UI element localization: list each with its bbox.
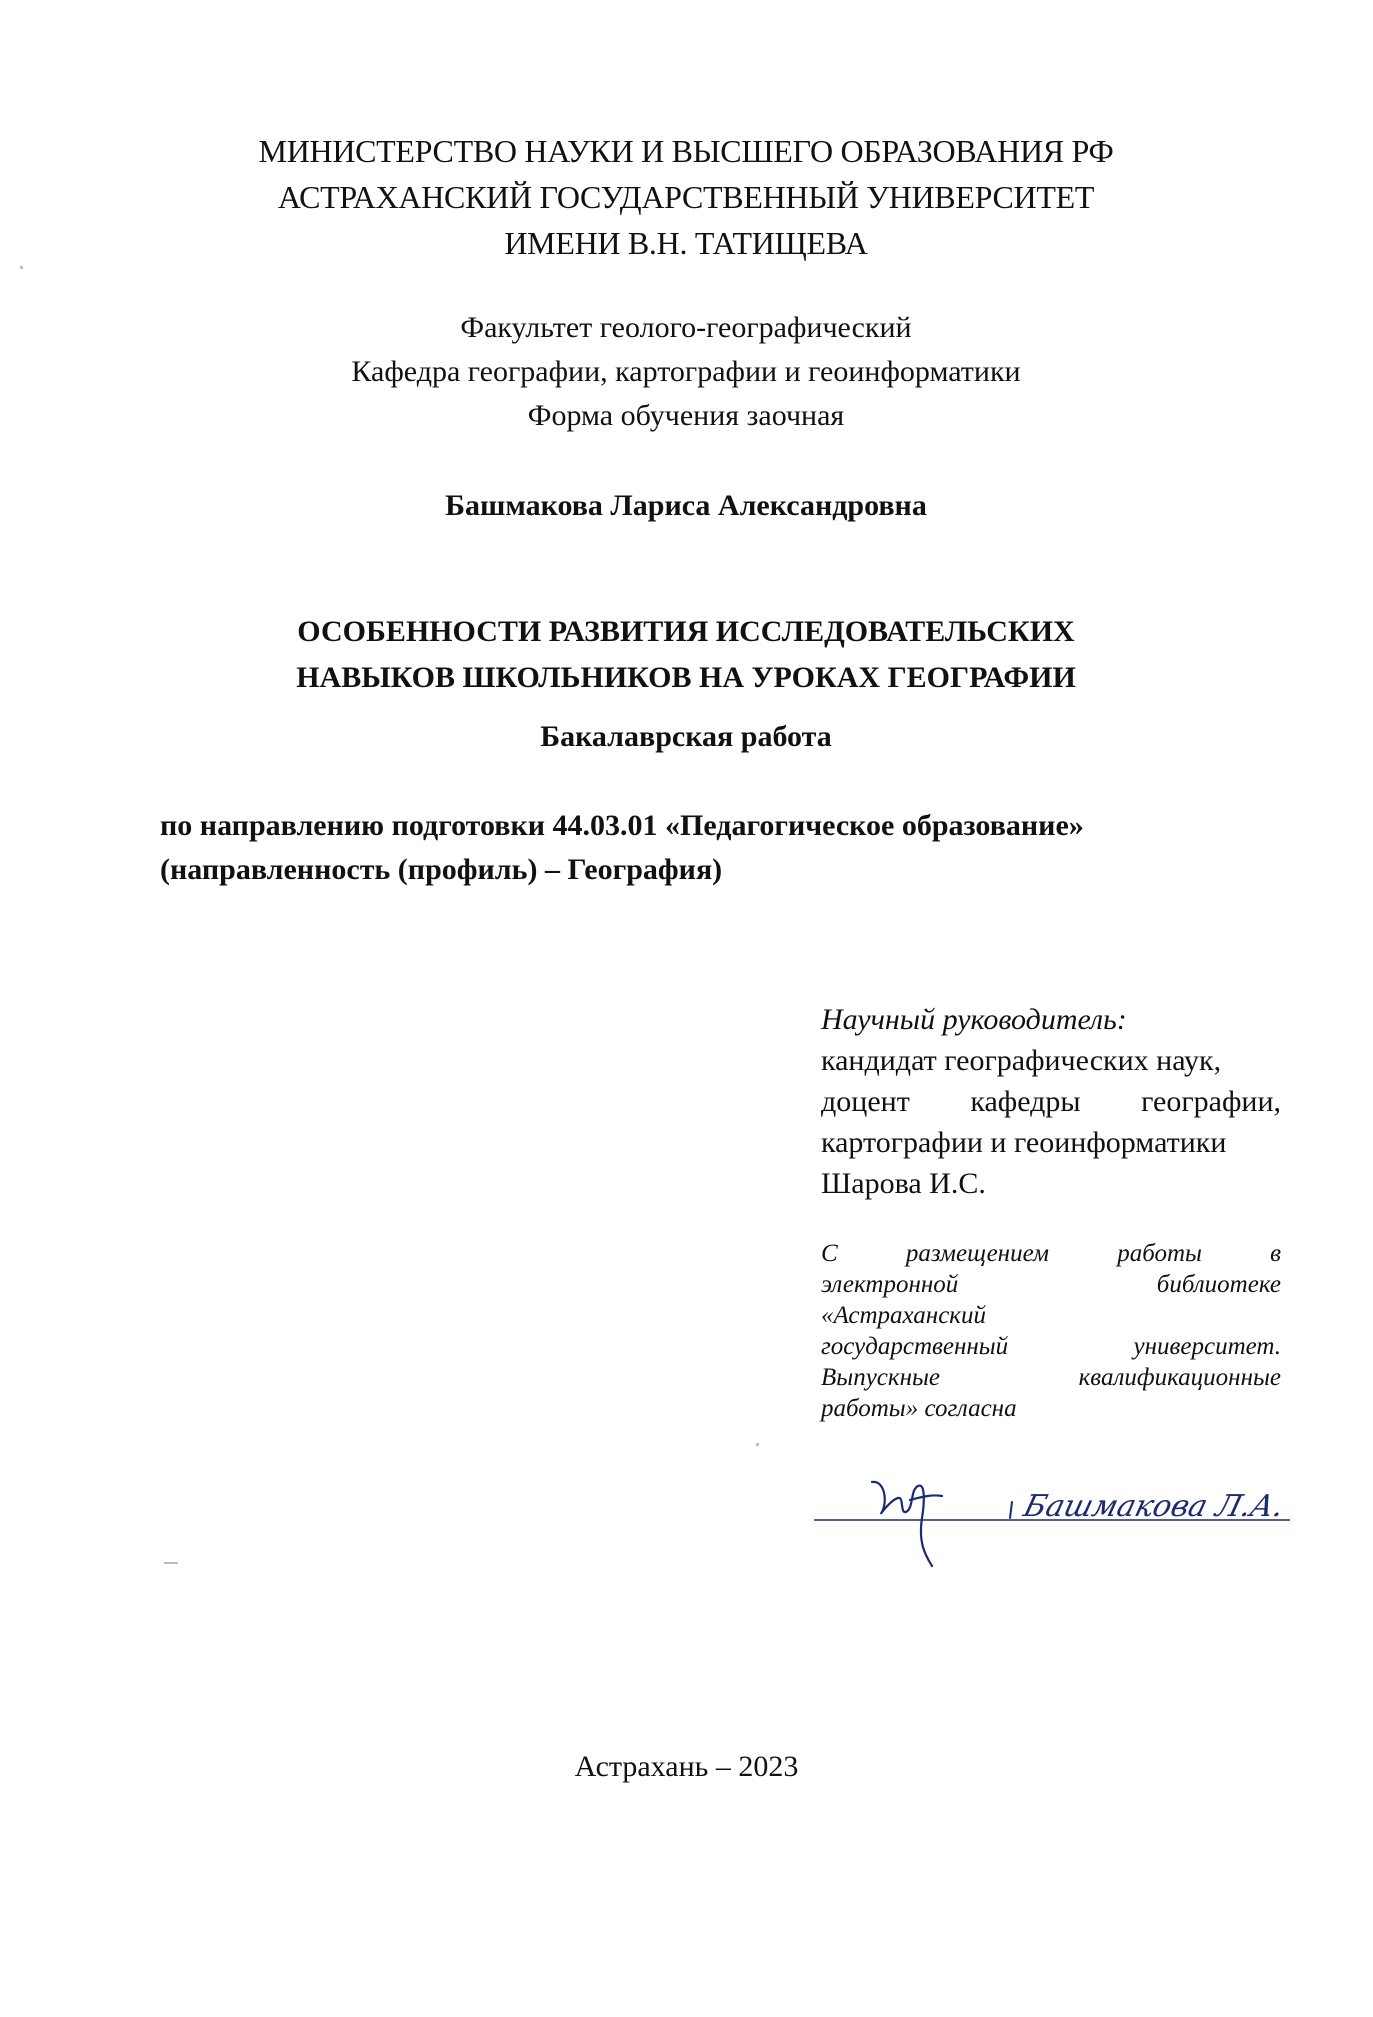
library-consent	[821, 1238, 1281, 1424]
consent-line: работы» согласна	[821, 1395, 1017, 1422]
department-line: Кафедра географии, картографии и геоинформатики	[351, 355, 1021, 388]
supervisor-name: Шарова И.С.	[821, 1167, 986, 1200]
direction-line: по направлению подготовки 44.03.01 «Педагогическое образование»	[160, 809, 1084, 842]
work-type: Бакалаврская работа	[540, 720, 832, 753]
supervisor-degree: кандидат географических наук,	[821, 1044, 1222, 1077]
author-name: Башмакова Лариса Александровна	[445, 489, 927, 522]
consent-line: электронной библиотеке	[821, 1271, 1281, 1298]
consent-line: государственный университет.	[821, 1333, 1281, 1360]
thesis-title	[186, 609, 1186, 701]
supervisor-heading: Научный руководитель:	[821, 1003, 1127, 1036]
city-year: Астрахань – 2023	[574, 1750, 799, 1783]
scan-speck	[756, 1443, 759, 1446]
supervisor-department: картографии и геоинформатики	[821, 1126, 1227, 1159]
supervisor-block	[821, 999, 1281, 1204]
faculty-line: Факультет геолого-географический	[460, 311, 912, 344]
university-name-line: ИМЕНИ В.Н. ТАТИЩЕВА	[504, 225, 868, 261]
scan-speck	[164, 1562, 178, 1564]
faculty-block	[186, 306, 1186, 438]
profile-line: (направленность (профиль) – География)	[160, 853, 723, 886]
ministry-header	[186, 128, 1186, 266]
university-line: АСТРАХАНСКИЙ ГОСУДАРСТВЕННЫЙ УНИВЕРСИТЕТ	[277, 179, 1095, 215]
consent-line: Выпускные квалификационные	[821, 1364, 1281, 1391]
study-form-line: Форма обучения заочная	[527, 399, 845, 432]
consent-line: С размещением работы в	[821, 1240, 1281, 1267]
handwritten-signature	[814, 1460, 1290, 1570]
title-line: НАВЫКОВ ШКОЛЬНИКОВ НА УРОКАХ ГЕОГРАФИИ	[296, 661, 1076, 694]
supervisor-position: доцент кафедры географии,	[821, 1085, 1281, 1118]
study-direction	[160, 804, 1084, 892]
scan-speck	[20, 266, 23, 269]
consent-line: «Астраханский	[821, 1302, 987, 1329]
signature-mark	[872, 1482, 942, 1566]
title-line: ОСОБЕННОСТИ РАЗВИТИЯ ИССЛЕДОВАТЕЛЬСКИХ	[297, 615, 1075, 648]
ministry-line: МИНИСТЕРСТВО НАУКИ И ВЫСШЕГО ОБРАЗОВАНИЯ РФ	[258, 133, 1114, 169]
signature-separator	[1010, 1502, 1012, 1518]
signature-name: Башмакова Л.А.	[1020, 1489, 1288, 1524]
